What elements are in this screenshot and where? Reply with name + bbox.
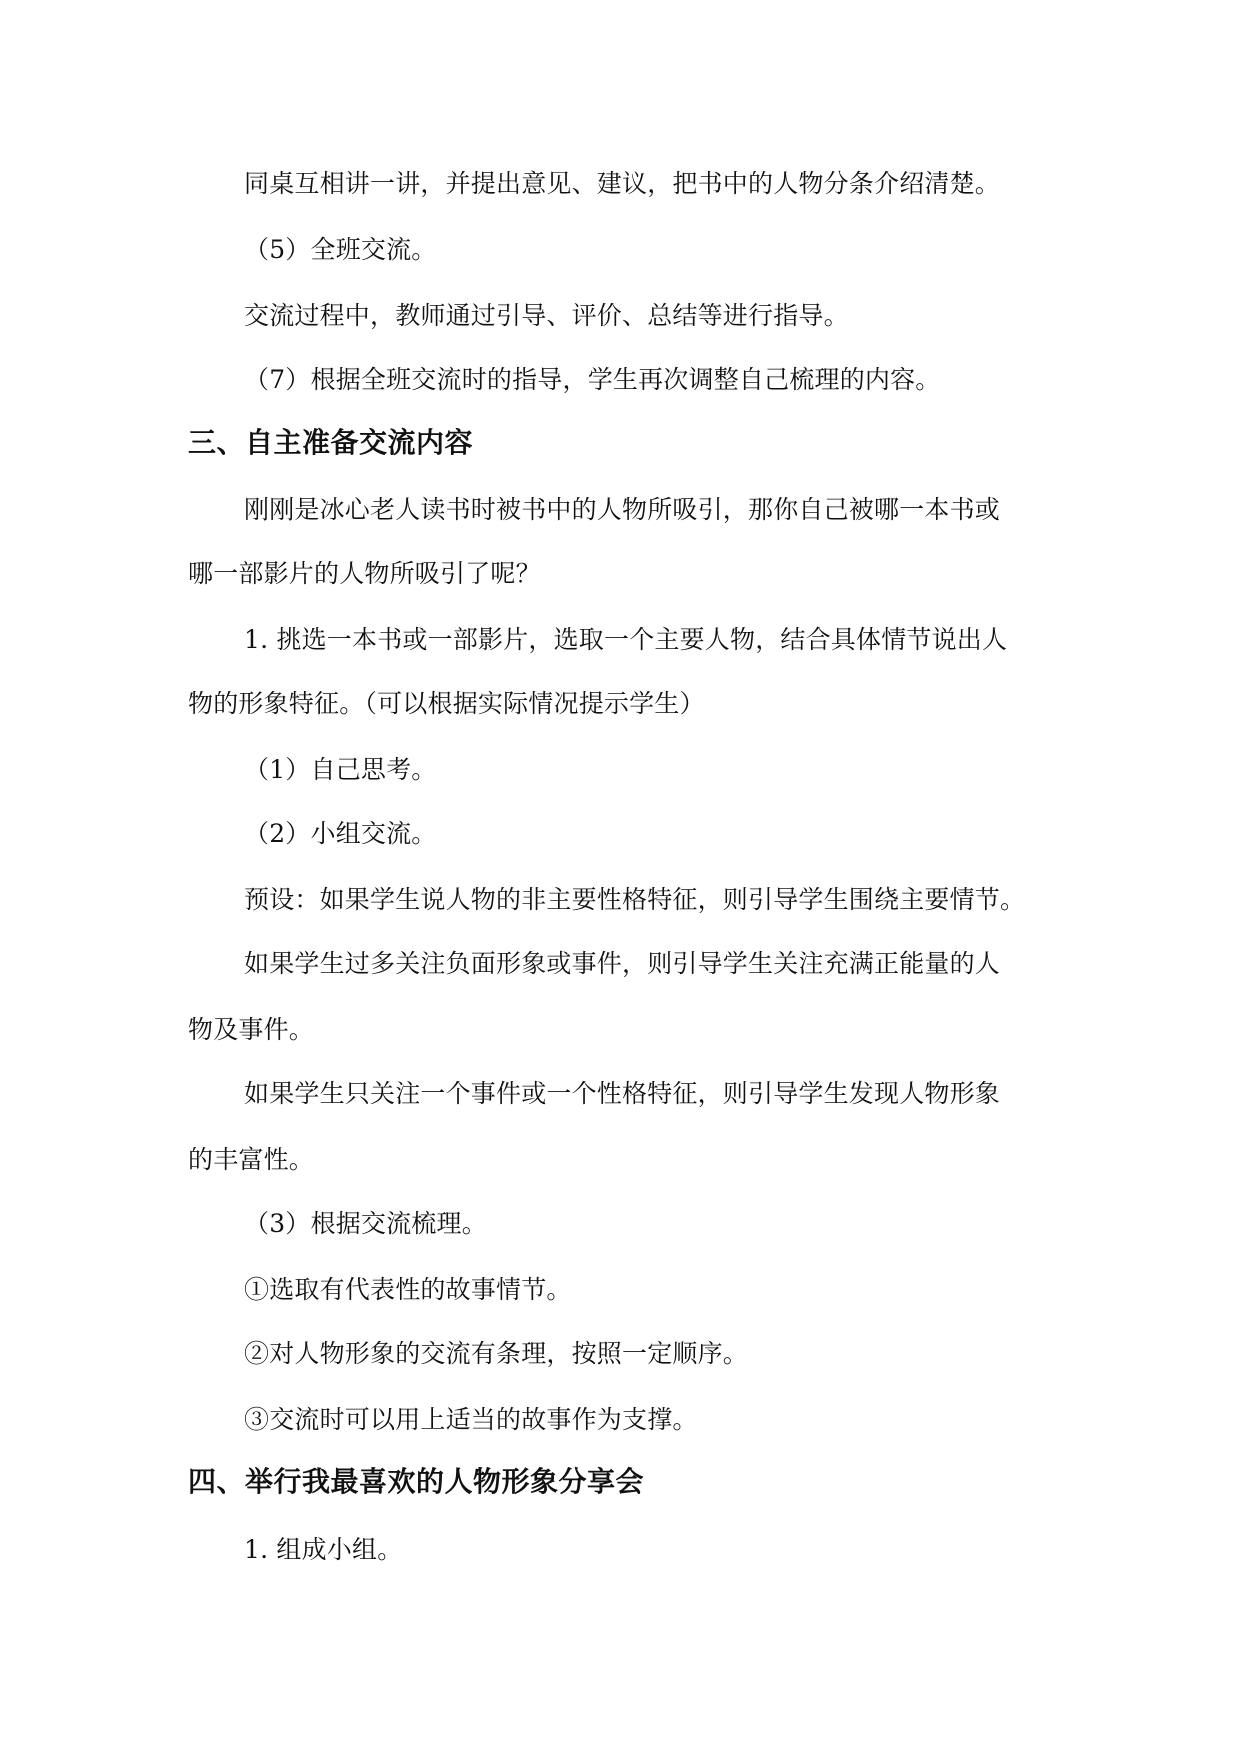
- paragraph-peer-discussion: 同桌互相讲一讲，并提出意见、建议，把书中的人物分条介绍清楚。: [244, 169, 1001, 198]
- section3-item1-line1: 1. 挑选一本书或一部影片，选取一个主要人物，结合具体情节说出人: [244, 625, 1008, 654]
- section-heading-4: 四、举行我最喜欢的人物形象分享会: [188, 1465, 645, 1498]
- paragraph-step-7: （7）根据全班交流时的指导，学生再次调整自己梳理的内容。: [244, 365, 941, 394]
- section3-point1: ①选取有代表性的故事情节。: [244, 1275, 572, 1304]
- section3-point2: ②对人物形象的交流有条理，按照一定顺序。: [244, 1339, 749, 1368]
- section3-preset3-line1: 如果学生只关注一个事件或一个性格特征，则引导学生发现人物形象: [244, 1079, 1001, 1108]
- section3-step1: （1）自己思考。: [244, 755, 437, 784]
- section3-point3: ③交流时可以用上适当的故事作为支撑。: [244, 1405, 698, 1434]
- section4-item1: 1. 组成小组。: [244, 1535, 403, 1564]
- section3-step3: （3）根据交流梳理。: [244, 1209, 487, 1238]
- section3-preset3-line2: 的丰富性。: [188, 1145, 315, 1174]
- section3-intro-line1: 刚刚是冰心老人读书时被书中的人物所吸引，那你自己被哪一本书或: [244, 495, 1001, 524]
- section3-preset: 预设：如果学生说人物的非主要性格特征，则引导学生围绕主要情节。: [244, 885, 1026, 914]
- section-heading-3: 三、自主准备交流内容: [188, 426, 474, 459]
- section3-step2: （2）小组交流。: [244, 819, 437, 848]
- section3-item1-line2: 物的形象特征。（可以根据实际情况提示学生）: [188, 689, 705, 718]
- paragraph-teacher-guidance: 交流过程中，教师通过引导、评价、总结等进行指导。: [244, 301, 849, 330]
- section3-preset2-line1: 如果学生过多关注负面形象或事件，则引导学生关注充满正能量的人: [244, 949, 1001, 978]
- paragraph-step-5: （5）全班交流。: [244, 235, 437, 264]
- section3-intro-line2: 哪一部影片的人物所吸引了呢？: [188, 559, 541, 588]
- section3-preset2-line2: 物及事件。: [188, 1015, 315, 1044]
